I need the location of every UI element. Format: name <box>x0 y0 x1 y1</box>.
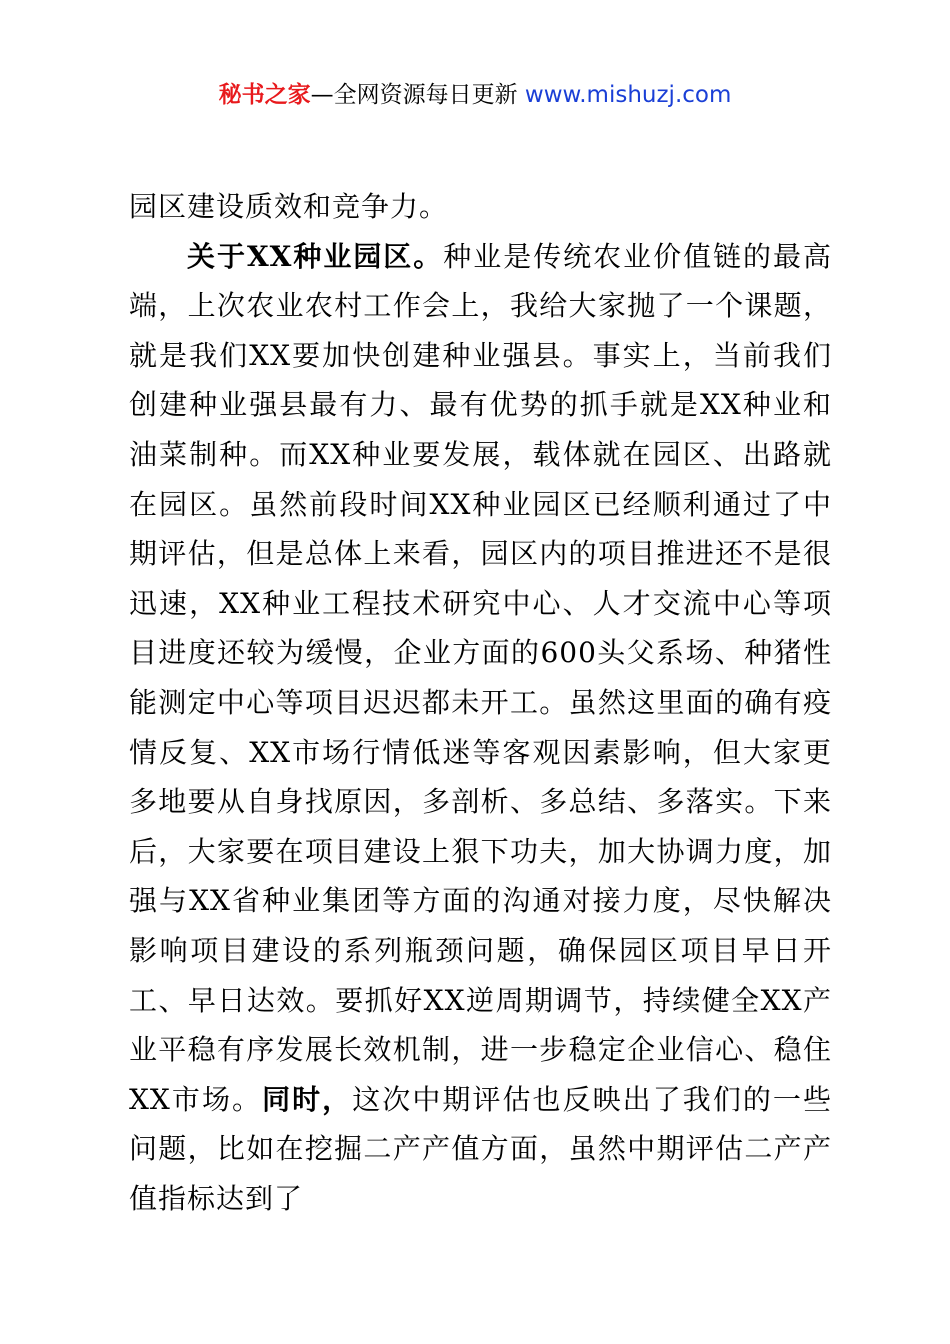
paragraph-text-tail: 这次中期评估也反映出了我们的一些问题，比如在挖掘二产产值方面，虽然中期评估二产产值指标达到了 <box>129 1082 832 1215</box>
paragraph-text: 种业是传统农业价值链的最高端，上次农业农村工作会上，我给大家抛了一个课题，就是我们XX要加快创建种业强县。事实上，当前我们创建种业强县最有力、最有优势的抓手就是XX种业和油菜制种。而XX种业要发展，载体就在园区、出路就在园区。虽然前段时间XX种业园区已经顺利通过了中期评估，但是总体上来看，园区内的项目推进还不是很迅速，XX种业工程技术研究中心、人才交流中心等项目进度还较为缓慢，企业方面的600头父系场、种猪性能测定中心等项目迟迟都未开工。虽然这里面的确有疫情反复、XX市场行情低迷等客观因素影响，但大家更多地要从自身找原因，多剖析、多总结、多落实。下来后，大家要在项目建设上狠下功夫，加大协调力度，加强与XX省种业集团等方面的沟通对接力度，尽快解决影响项目建设的系列瓶颈问题，确保园区项目早日开工、早日达效。要抓好XX逆周期调节，持续健全XX产业平稳有序发展长效机制，进一步稳定企业信心、稳住XX市场。 <box>129 239 832 1116</box>
header-tagline: —全网资源每日更新 <box>310 82 518 108</box>
site-url-link[interactable]: www.mishuzj.com <box>524 82 732 108</box>
paragraph-seed-industry-park <box>129 232 832 1224</box>
paragraph-continuation: 园区建设质效和竞争力。 <box>129 190 449 223</box>
emphasis-transition: 同时， <box>262 1082 353 1116</box>
site-header <box>0 80 950 110</box>
document-body <box>129 182 832 1223</box>
section-heading: 关于XX种业园区。 <box>187 239 444 273</box>
brand-name: 秘书之家 <box>218 82 311 108</box>
